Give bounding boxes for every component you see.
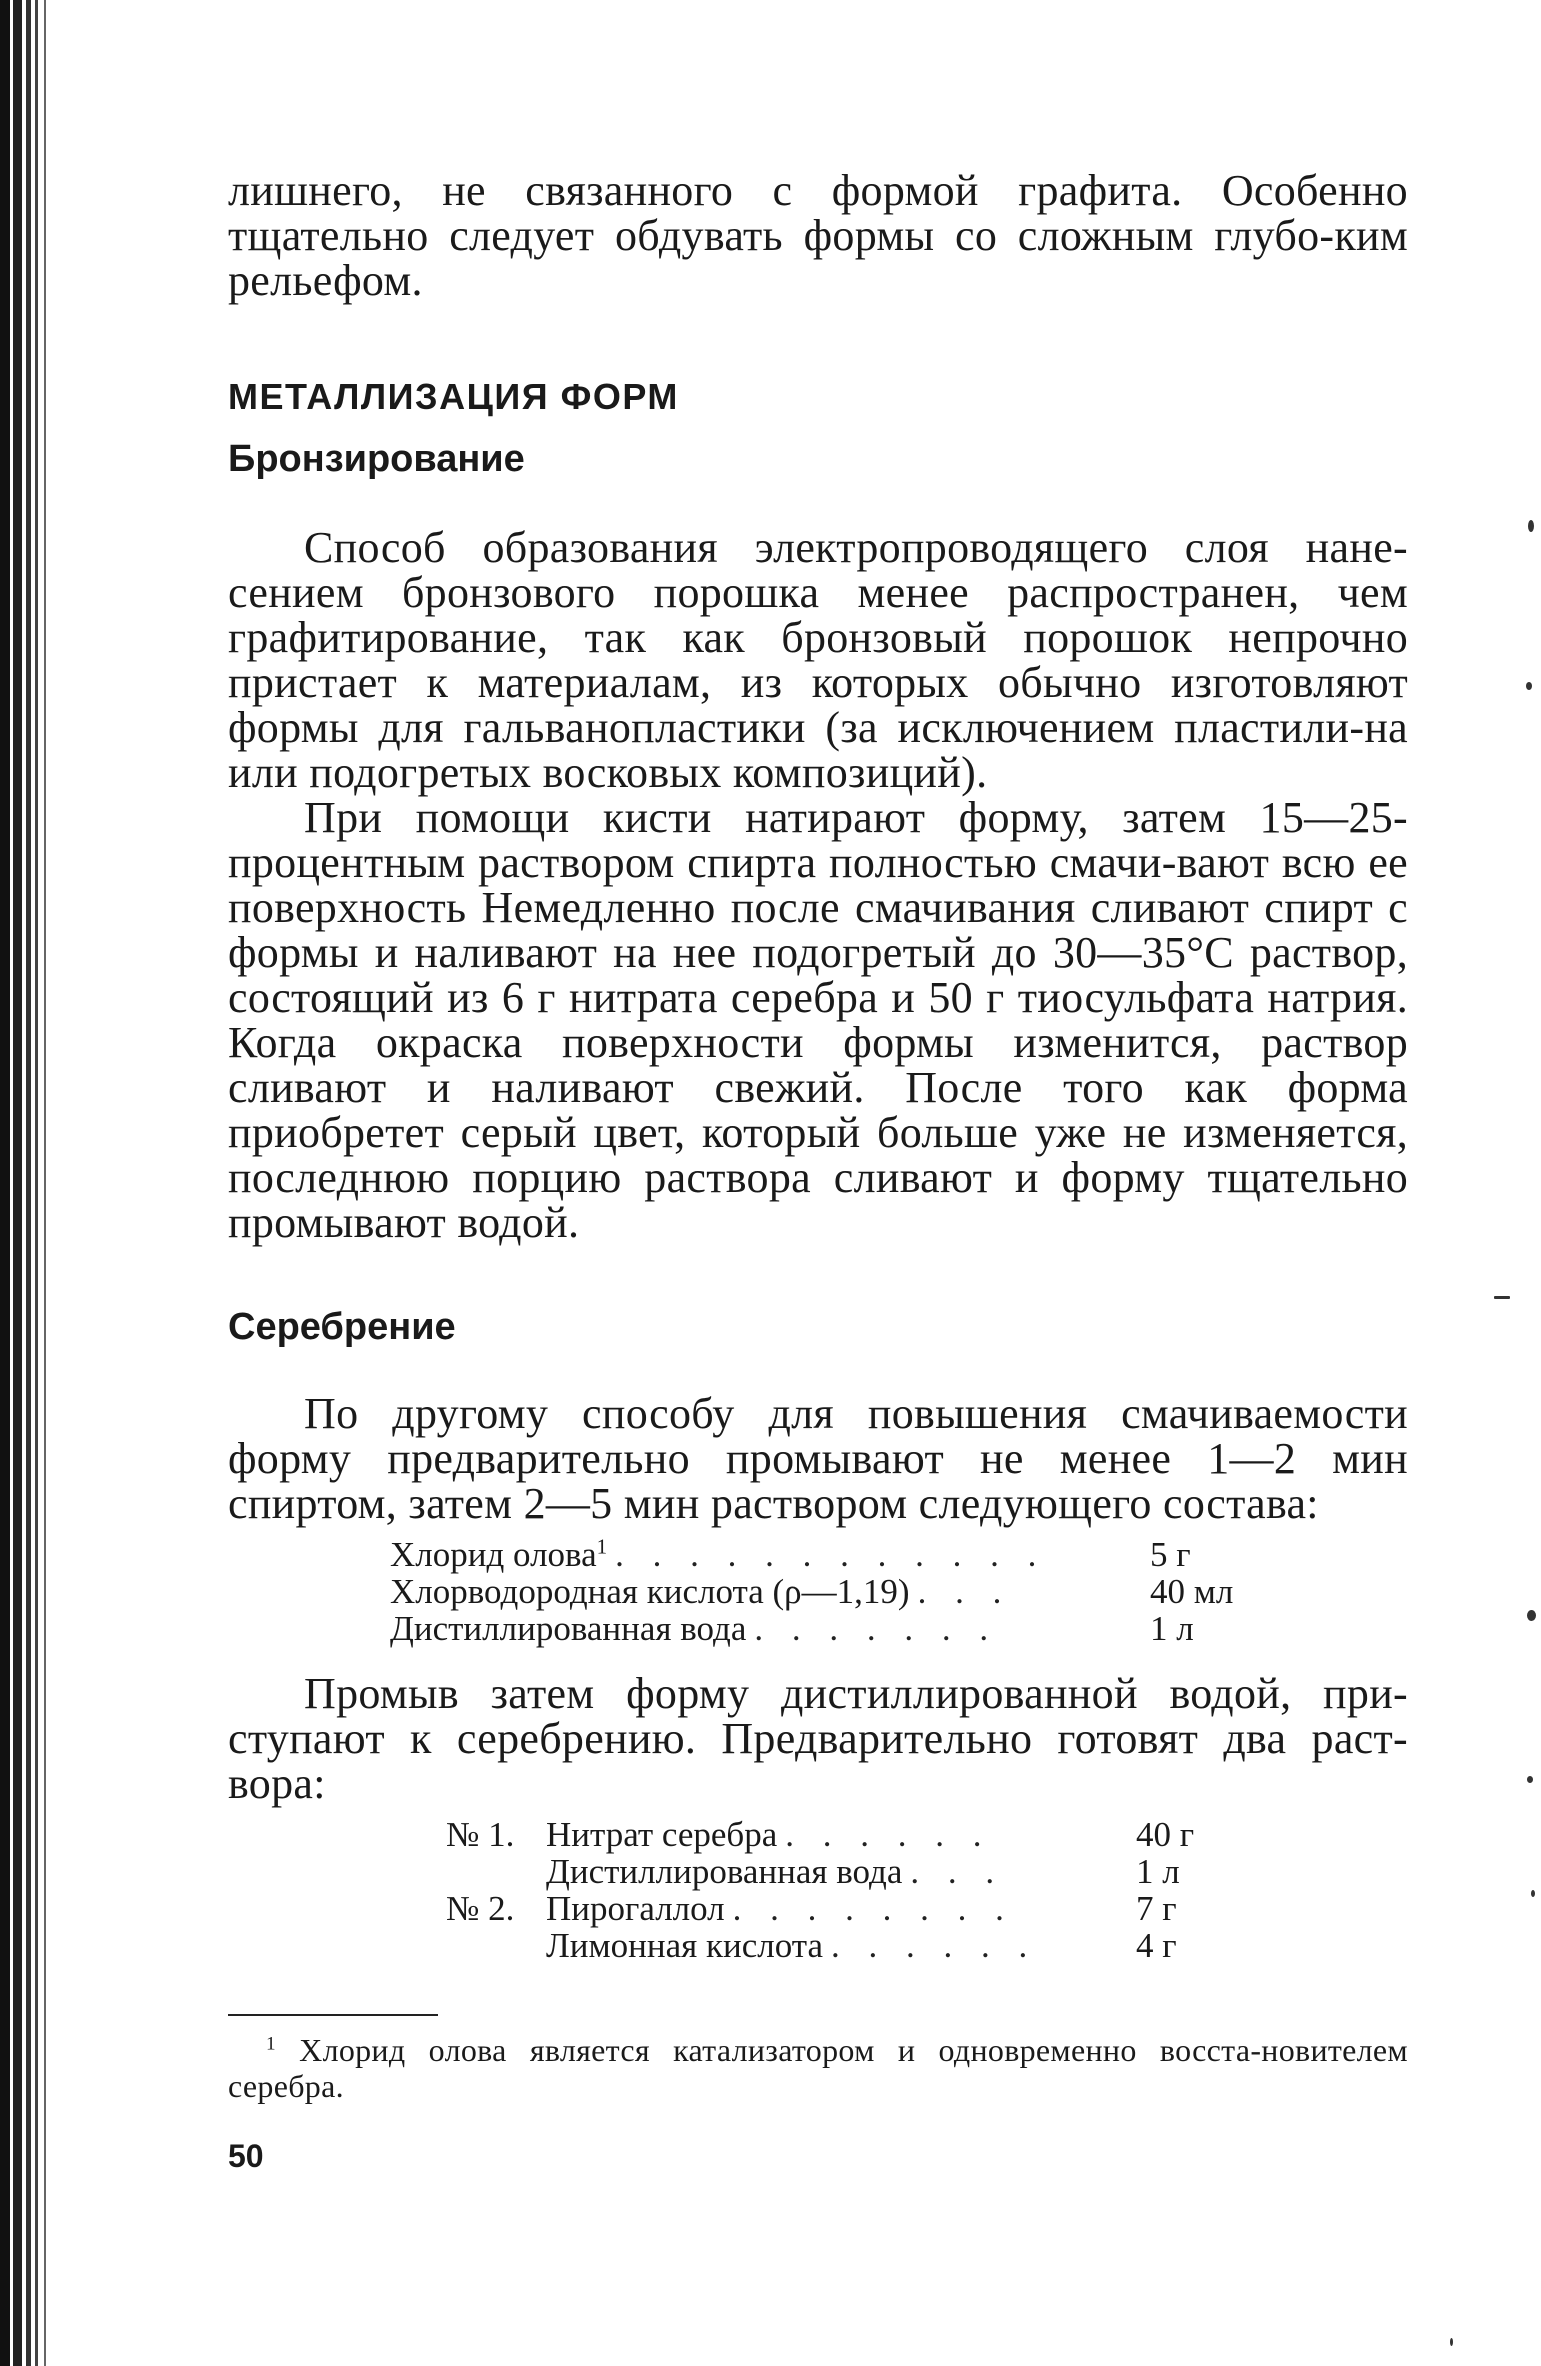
ingredient-amount: 40 мл: [1150, 1572, 1234, 1611]
ingredient-amount: 40 г: [1136, 1815, 1195, 1854]
leader-dots: . . . . . .: [831, 1927, 1038, 1964]
solution-number: № 1.: [446, 1815, 515, 1854]
ingredient-amount: 7 г: [1136, 1889, 1177, 1928]
ingredient-name: Хлорводородная кислота (ρ—1,19): [390, 1572, 910, 1611]
footnote-mark: 1: [266, 2033, 276, 2055]
print-speck: [1527, 1610, 1536, 1621]
intro-paragraph: лишнего, не связанного с формой графита. Особенно тщательно следует обдувать формы со сложным глубо-ким рельефом.: [228, 166, 1408, 305]
ingredient-name: Лимонная кислота: [546, 1926, 823, 1965]
leader-dots: . . . . . . . .: [732, 1890, 1014, 1927]
recipe-table-2: [446, 1816, 1206, 1964]
recipe-row: [390, 1536, 1250, 1573]
recipe-row: [446, 1927, 1206, 1964]
ingredient-name: Дистиллированная вода: [546, 1852, 903, 1891]
recipe-row: [390, 1610, 1250, 1647]
footnote-text: Хлорид олова является катализатором и одновременно восста-новителем серебра.: [228, 2032, 1408, 2104]
silvering-paragraph-2: Промыв затем форму дистиллированной водой, при-ступают к серебрению. Предварительно готовят два раст-вора:: [228, 1669, 1408, 1808]
subsection-title-bronzing: Бронзирование: [228, 438, 525, 480]
leader-dots: . . .: [917, 1573, 1012, 1610]
print-speck: [1526, 682, 1532, 690]
print-speck: [1531, 1890, 1535, 1897]
bronzing-paragraph-2: При помощи кисти натирают форму, затем 15—25-процентным раствором спирта полностью смачи-вают всю ее поверхность Немедленно после смачивания сливают спирт с формы и наливают на нее подогретый до 30—35°С раствор, состоящий из 6 г нитрата серебра и 50 г тиосульфата натрия. Когда окраска поверхности формы изменится, раствор сливают и наливают свежий. После того как форма приобретет серый цвет, который больше уже не изменяется, последнюю порцию раствора сливают и форму тщательно промывают водой.: [228, 793, 1408, 1247]
leader-dots: . . .: [910, 1853, 1005, 1890]
solution-number: № 2.: [446, 1889, 515, 1928]
book-page: [228, 168, 1408, 2175]
print-speck: [1450, 2338, 1453, 2346]
recipe-table-1: [390, 1536, 1250, 1647]
bronzing-paragraph-1: Способ образования электропроводящего слоя нане-сением бронзового порошка менее распространен, чем графитирование, так как бронзовый порошок непрочно пристает к материалам, из которых обычно изготовляют формы для гальванопластики (за исключением пластили-на или подогретых восковых композиций).: [228, 523, 1408, 797]
print-speck: [1527, 1776, 1533, 1783]
recipe-row: [446, 1816, 1206, 1853]
book-binding-edge: [0, 0, 52, 2366]
subsection-title-silvering: Серебрение: [228, 1306, 456, 1348]
recipe-row: [446, 1890, 1206, 1927]
ingredient-name: Дистиллированная вода: [390, 1609, 747, 1648]
leader-dots: . . . . . . .: [754, 1610, 999, 1647]
leader-dots: . . . . . . . . . . . .: [615, 1536, 1047, 1573]
ingredient-name: Нитрат серебра: [546, 1815, 778, 1854]
section-title: МЕТАЛЛИЗАЦИЯ ФОРМ: [228, 376, 679, 417]
ingredient-amount: 1 л: [1150, 1609, 1194, 1648]
print-speck: [1494, 1296, 1510, 1299]
ingredient-name: Пирогаллол: [546, 1889, 725, 1928]
ingredient-amount: 4 г: [1136, 1926, 1177, 1965]
ingredient-amount: 5 г: [1150, 1535, 1191, 1574]
page-number: 50: [228, 2138, 264, 2174]
ingredient-name: Хлорид олова: [390, 1535, 597, 1574]
print-speck: [1528, 520, 1534, 532]
footnote-divider: [228, 2014, 438, 2016]
silvering-paragraph-1: По другому способу для повышения смачиваемости форму предварительно промывают не менее 1—2 мин спиртом, затем 2—5 мин раствором следующего состава:: [228, 1389, 1408, 1528]
leader-dots: . . . . . .: [785, 1816, 992, 1853]
ingredient-amount: 1 л: [1136, 1852, 1180, 1891]
footnote-reference: 1: [596, 1534, 608, 1559]
recipe-row: [446, 1853, 1206, 1890]
recipe-row: [390, 1573, 1250, 1610]
footnote: [228, 2032, 1408, 2104]
